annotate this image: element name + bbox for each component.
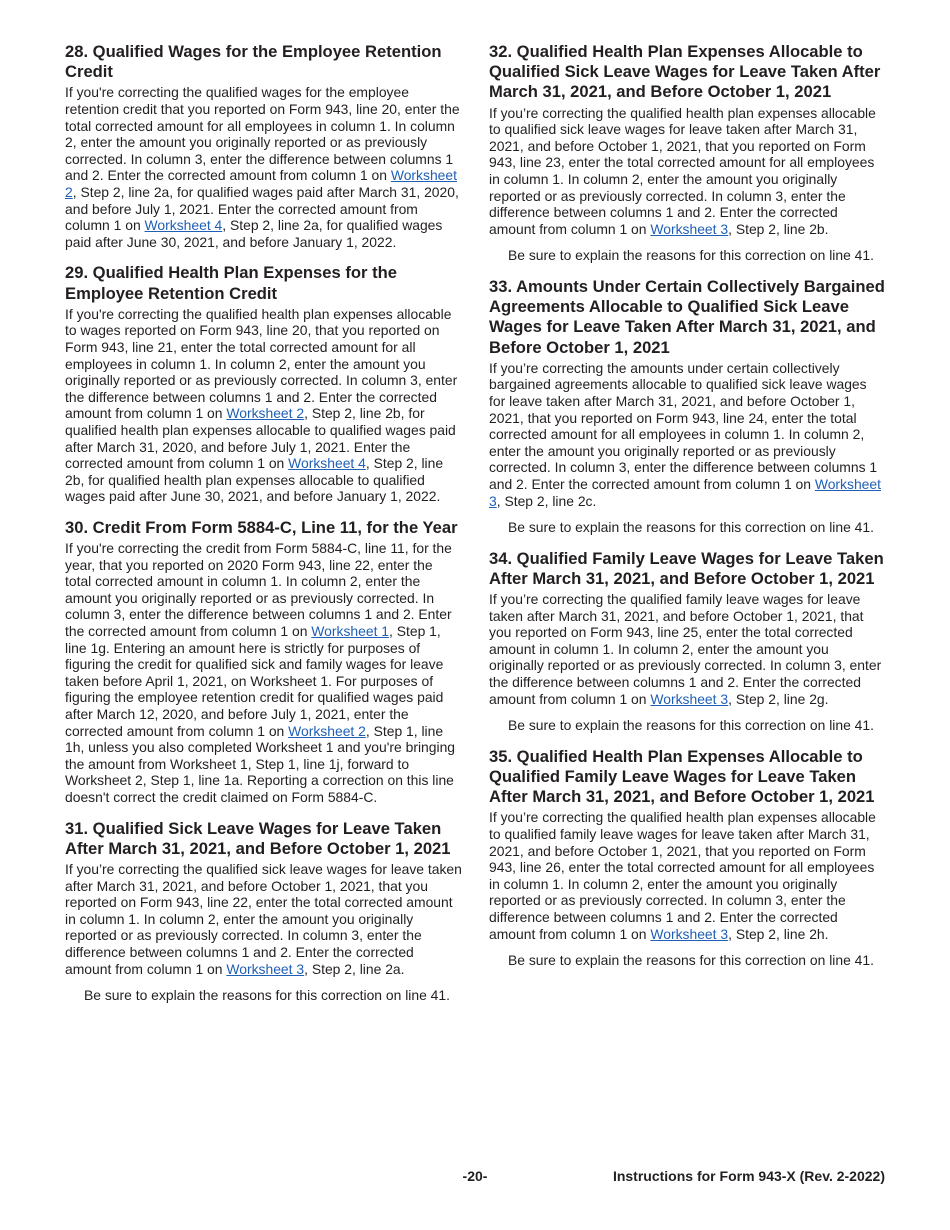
- page-number: -20-: [462, 1168, 488, 1184]
- section-body: If you're correcting the qualified wages for the employee retention credit that you reported on Form 943, line 20, enter the total corrected amount for all employees in column 1. In column 2, enter the amount you originally reported or as previously corrected. In column 3, enter the difference between columns 1 and 2. Enter the corrected amount from column 1 on Worksheet 2, Step 2, line 2a, for qualified wages paid after March 31, 2020, and before July 1, 2021. Enter the corrected amount from column 1 on Worksheet 4, Step 2, line 2a, for qualified wages paid after June 30, 2021, and before January 1, 2022.: [65, 84, 460, 250]
- worksheet-2-link[interactable]: Worksheet 2: [226, 405, 305, 422]
- worksheet-4-link[interactable]: Worksheet 4: [144, 217, 223, 234]
- right-column: [489, 42, 886, 982]
- worksheet-3-link[interactable]: Worksheet 3: [650, 690, 729, 707]
- correction-note: Be sure to explain the reasons for this correction on line 41.: [84, 987, 450, 1004]
- worksheet-3-link[interactable]: Worksheet 3: [489, 475, 881, 509]
- form-title: Instructions for Form 943-X (Rev. 2-2022): [612, 1168, 885, 1184]
- section-body: If you’re correcting the qualified health plan expenses allocable to qualified sick leave wages for leave taken after March 31, 2021, and before October 1, 2021, that you reported on Form 943, line 23, enter the total corrected amount for all employees in column 1. In column 2, enter the amount you originally reported or as previously corrected. In column 3, enter the difference between columns 1 and 2. Enter the corrected amount from column 1 on Worksheet 3, Step 2, line 2b.: [489, 104, 876, 237]
- section-heading: 29. Qualified Health Plan Expenses for the Employee Retention Credit: [65, 263, 397, 303]
- section-body: If you’re correcting the qualified health plan expenses allocable to qualified family leave wages for leave taken after March 31, 2021, and before October 1, 2021, that you reported on Form 943, line 26, enter the total corrected amount for all employees in column 1. In column 2, enter the amount you originally reported or as previously corrected. In column 3, enter the difference between columns 1 and 2. Enter the corrected amount from column 1 on Worksheet 3, Step 2, line 2h.: [489, 809, 876, 942]
- section-heading: 28. Qualified Wages for the Employee Retention Credit: [65, 42, 442, 82]
- section-body: If you're correcting the credit from Form 5884-C, line 11, for the year, that you reported on 2020 Form 943, line 22, enter the total corrected amount in column 1. In column 2, enter the amount you originally reported or as previously corrected. In column 3, enter the difference between columns 1 and 2. Enter the corrected amount from column 1 on Worksheet 1, Step 1, line 1g. Entering an amount here is strictly for purposes of figuring the credit for qualified sick and family wages for leave taken before April 1, 2021, on Worksheet 1. For purposes of figuring the employee retention credit for qualified wages paid after March 12, 2020, and before July 1, 2021, enter the corrected amount from column 1 on Worksheet 2, Step 1, line 1h, unless you also completed Worksheet 1 and you're bringing the amount from Worksheet 1, Step 1, line 1j, forward to Worksheet 2, Step 1, line 1a. Reporting a correction on this line doesn't correct the credit claimed on Form 5884-C.: [65, 540, 456, 805]
- worksheet-2-link[interactable]: Worksheet 2: [288, 722, 366, 739]
- worksheet-3-link[interactable]: Worksheet 3: [650, 925, 729, 942]
- worksheet-1-link[interactable]: Worksheet 1: [311, 623, 390, 640]
- section-34: [489, 549, 886, 734]
- worksheet-4-link[interactable]: Worksheet 4: [288, 455, 366, 472]
- section-heading: 32. Qualified Health Plan Expenses Allocable to Qualified Sick Leave Wages for Leave Taken After March 31, 2021, and Before October 1, 2021: [489, 42, 881, 102]
- section-28: [65, 42, 462, 250]
- section-29: [65, 263, 462, 505]
- section-heading: 30. Credit From Form 5884-C, Line 11, for the Year: [65, 517, 458, 537]
- section-heading: 35. Qualified Health Plan Expenses Allocable to Qualified Family Leave Wages for Leave Taken After March 31, 2021, and Before October 1, 2021: [489, 746, 875, 807]
- section-32: [489, 42, 886, 264]
- page-footer: [0, 1168, 950, 1188]
- section-31: [65, 819, 462, 1004]
- section-body: If you’re correcting the amounts under certain collectively bargained agreements allocable to qualified sick leave wages for leave taken after March 31, 2021, and before October 1, 2021, that you reported on Form 943, line 24, enter the total corrected amount for all employees in column 1. In column 2, enter the amount you originally reported or as previously corrected. In column 3, enter the difference between columns 1 and 2. Enter the corrected amount from column 1 on Worksheet 3, Step 2, line 2c.: [489, 359, 881, 509]
- left-column: [65, 42, 462, 1017]
- section-heading: 34. Qualified Family Leave Wages for Leave Taken After March 31, 2021, and Before October 1, 2021: [489, 548, 884, 588]
- correction-note: Be sure to explain the reasons for this correction on line 41.: [508, 519, 874, 536]
- correction-note: Be sure to explain the reasons for this correction on line 41.: [508, 247, 874, 264]
- worksheet-3-link[interactable]: Worksheet 3: [650, 220, 729, 237]
- correction-note: Be sure to explain the reasons for this correction on line 41.: [508, 952, 874, 969]
- section-heading: 31. Qualified Sick Leave Wages for Leave Taken After March 31, 2021, and Before October 1, 2021: [65, 818, 451, 858]
- worksheet-2-link[interactable]: Worksheet 2: [65, 167, 457, 200]
- section-body: If you’re correcting the qualified family leave wages for leave taken after March 31, 2021, and before October 1, 2021, that you reported on Form 943, line 25, enter the total corrected amount in column 1. In column 2, enter the amount you originally reported or as previously corrected. In column 3, enter the difference between columns 1 and 2. Enter the corrected amount from column 1 on Worksheet 3, Step 2, line 2g.: [489, 591, 882, 707]
- section-body: If you’re correcting the qualified sick leave wages for leave taken after March 31, 2021, and before October 1, 2021, that you reported on Form 943, line 22, enter the total corrected amount in column 1. In column 2, enter the amount you originally reported or as previously corrected. In column 3, enter the difference between columns 1 and 2. Enter the corrected amount from column 1 on Worksheet 3, Step 2, line 2a.: [65, 860, 462, 977]
- section-33: [489, 277, 886, 536]
- section-30: [65, 518, 462, 806]
- section-body: If you're correcting the qualified health plan expenses allocable to wages reported on Form 943, line 20, that you reported on Form 943, line 21, enter the total corrected amount for all employees in column 1. In column 2, enter the amount you originally reported or as previously corrected. In column 3, enter the difference between columns 1 and 2. Enter the corrected amount from column 1 on Worksheet 2, Step 2, line 2b, for qualified health plan expenses allocable to qualified wages paid after March 31, 2020, and before July 1, 2021. Enter the corrected amount from column 1 on Worksheet 4, Step 2, line 2b, for qualified health plan expenses allocable to qualified wages paid after June 30, 2021, and before January 1, 2022.: [65, 305, 458, 505]
- correction-note: Be sure to explain the reasons for this correction on line 41.: [508, 717, 874, 734]
- section-35: [489, 747, 886, 969]
- worksheet-3-link[interactable]: Worksheet 3: [226, 960, 305, 977]
- section-heading: 33. Amounts Under Certain Collectively Bargained Agreements Allocable to Qualified Sick Leave Wages for Leave Taken After March 31, 2021, and Before October 1, 2021: [489, 276, 885, 357]
